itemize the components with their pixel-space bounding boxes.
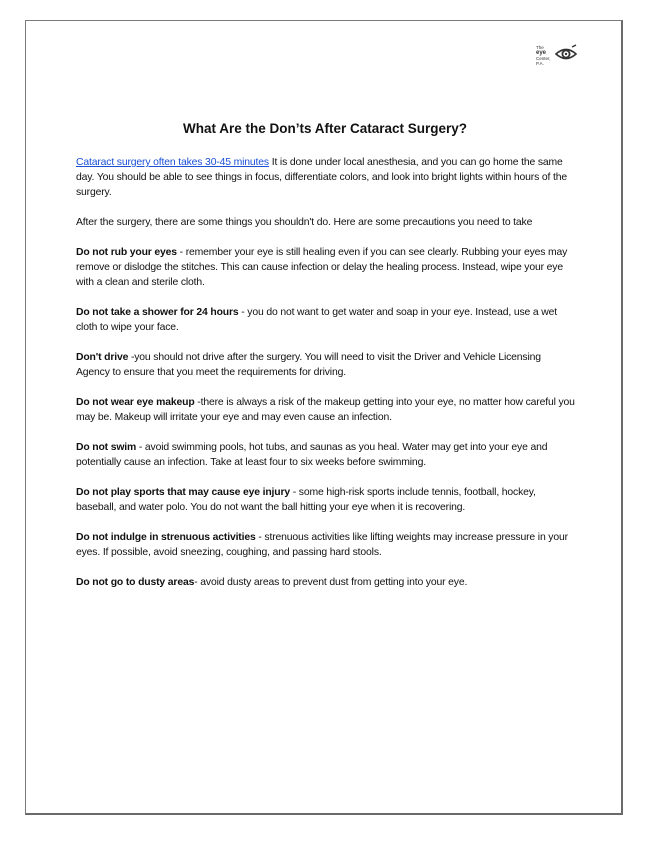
logo-text-line1: The [536, 45, 544, 50]
precaution-item [76, 440, 576, 470]
precaution-item [76, 245, 576, 290]
intro-text: It is done under local anesthesia, and you can go home the same day. You should be able to see things in focus, differentiate colors, and look into bright lights within hours of the surgery. [76, 157, 567, 198]
precaution-heading: Do not go to dusty areas [76, 577, 195, 588]
precaution-heading: Do not take a shower for 24 hours [76, 307, 239, 318]
logo-text-line3: Center, P.A. [536, 56, 551, 66]
logo-text-line2: eye [536, 50, 547, 56]
precaution-heading: Don't drive [76, 352, 129, 363]
precaution-item [76, 485, 576, 515]
precaution-item [76, 350, 576, 380]
cataract-surgery-link[interactable]: Cataract surgery often takes 30-45 minutes [76, 157, 269, 168]
document-page [25, 20, 623, 815]
precaution-heading: Do not swim [76, 442, 137, 453]
precaution-text: - you do not want to get water and soap in your eye. Instead, use a wet cloth to wipe your face. [76, 307, 557, 333]
precaution-text: - strenuous activities like lifting weights may increase pressure in your eyes. If possible, avoid sneezing, coughing, and passing hard stools. [76, 532, 568, 558]
page-title: What Are the Don’ts After Cataract Surgery? [182, 121, 468, 136]
precaution-text: - avoid swimming pools, hot tubs, and saunas as you heal. Water may get into your eye and potentially cause an infection. Take at least four to six weeks before swimming. [76, 442, 548, 468]
precaution-text: - remember your eye is still healing even if you can see clearly. Rubbing your eyes may remove or dislodge the stitches. This can cause infection or delay the healing process. Instead, wipe your eye with a clean and sterile cloth. [76, 247, 568, 288]
eye-center-logo [536, 44, 580, 66]
precaution-item [76, 530, 576, 560]
intro-paragraph-2: After the surgery, there are some things you shouldn't do. Here are some precautions you need to take [76, 217, 533, 228]
precaution-text: -there is always a risk of the makeup getting into your eye, no matter how careful you may be. Makeup will irritate your eye and may even cause an infection. [76, 397, 575, 423]
precaution-heading: Do not play sports that may cause eye injury [76, 487, 290, 498]
precaution-text: - avoid dusty areas to prevent dust from getting into your eye. [194, 577, 468, 588]
precaution-heading: Do not indulge in strenuous activities [76, 532, 256, 543]
precaution-item [76, 575, 576, 590]
article-body [76, 155, 576, 605]
eye-icon [554, 44, 578, 64]
precaution-item [76, 305, 576, 335]
precaution-heading: Do not rub your eyes [76, 247, 177, 258]
intro-paragraph [76, 155, 576, 200]
precaution-text: -you should not drive after the surgery. You will need to visit the Driver and Vehicle Licensing Agency to ensure that you meet the requirements for driving. [76, 352, 541, 378]
precaution-item [76, 395, 576, 425]
precaution-heading: Do not wear eye makeup [76, 397, 195, 408]
precaution-text: - some high-risk sports include tennis, football, hockey, baseball, and water polo. You do not want the ball hitting your eye when it is recovering. [76, 487, 536, 513]
